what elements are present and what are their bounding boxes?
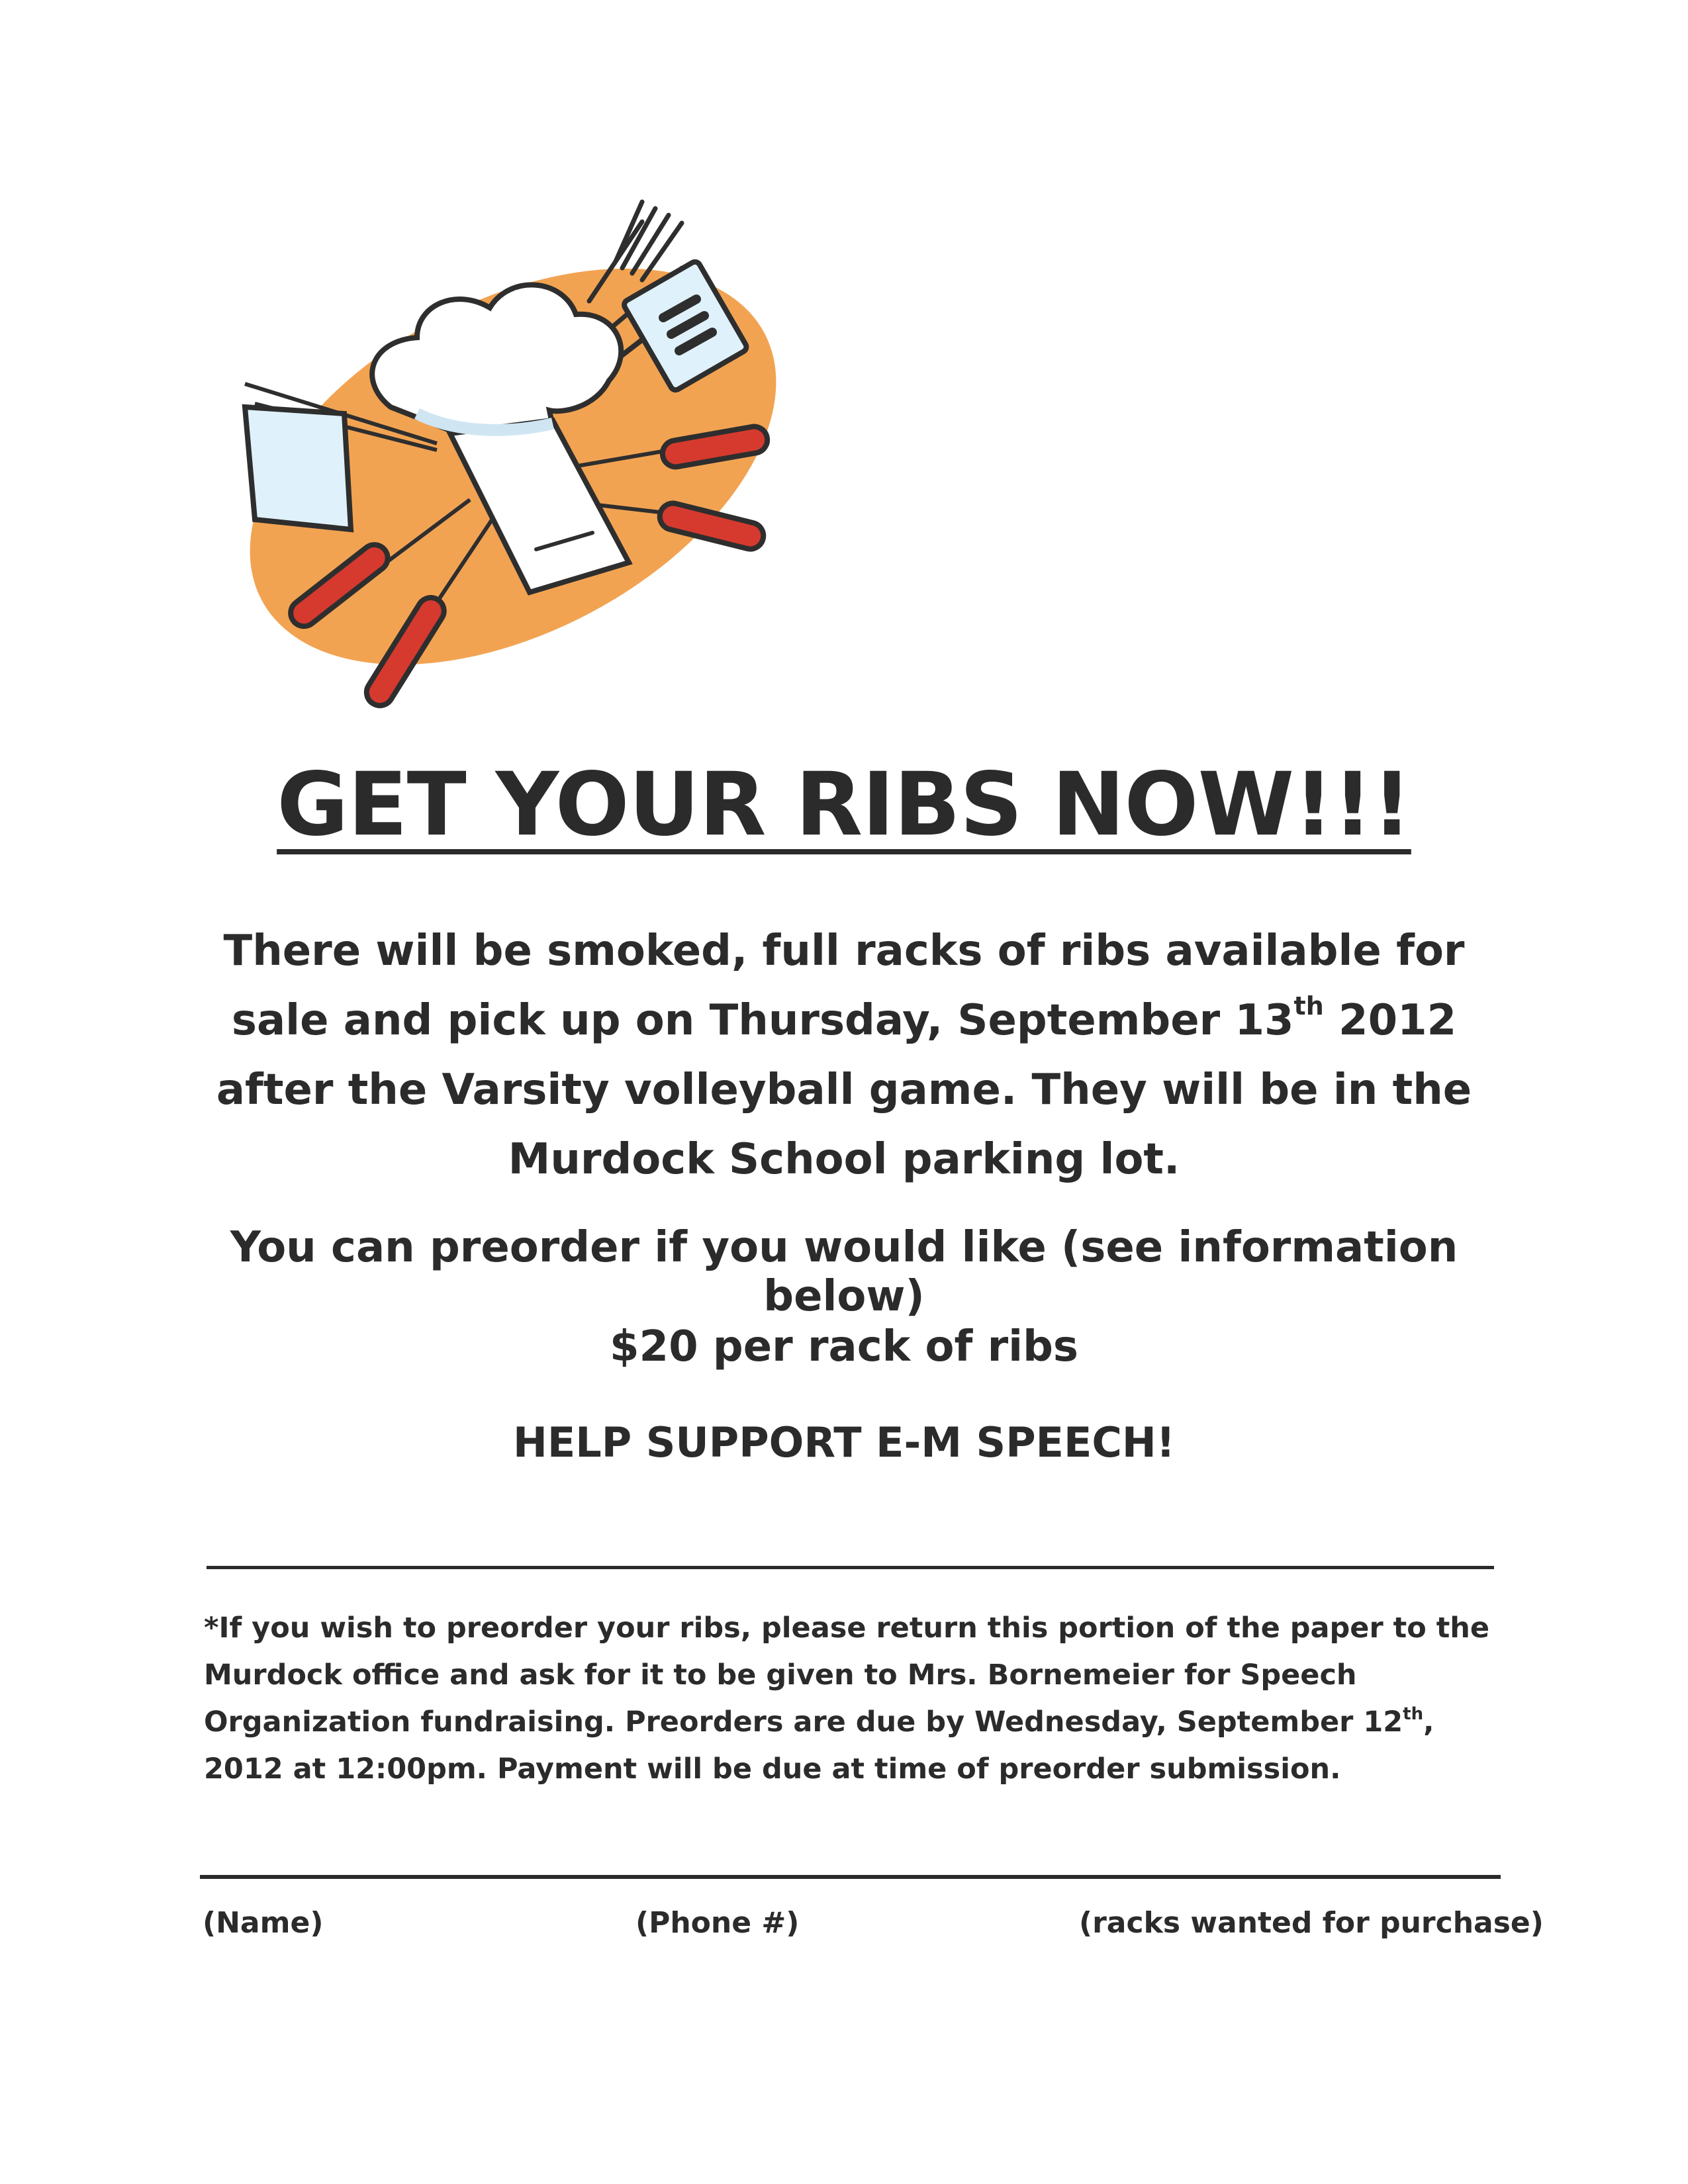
form-fill-line[interactable]: [200, 1875, 1501, 1879]
cut-line-divider: [207, 1566, 1494, 1569]
phone-field-label: (Phone #): [635, 1906, 800, 1940]
preorder-note: You can preorder if you would like (see information below): [230, 1223, 1458, 1321]
racks-field-label: (racks wanted for purchase): [1079, 1906, 1544, 1940]
headline: GET YOUR RIBS NOW!!!: [277, 754, 1411, 856]
bbq-chef-hat-utensils-icon: [218, 189, 814, 731]
announcement-paragraph: There will be smoked, full racks of ribs available for sale and pick up on Thursday, September 13th 2012 after the Varsity volleyball game. They will be in the Murdock School parking lot.: [216, 927, 1472, 1184]
price-line: $20 per rack of ribs: [610, 1322, 1078, 1371]
support-line: HELP SUPPORT E-M SPEECH!: [512, 1418, 1176, 1467]
name-field-label: (Name): [203, 1906, 324, 1940]
preorder-instructions: *If you wish to preorder your ribs, please return this portion of the paper to the Murdock office and ask for it to be given to Mrs. Bornemeier for Speech Organization fundraising. Preorders are due by Wednesday, September 12th, 2012 at 12:00pm. Payment will be due at time of preorder submission.: [204, 1612, 1490, 1786]
